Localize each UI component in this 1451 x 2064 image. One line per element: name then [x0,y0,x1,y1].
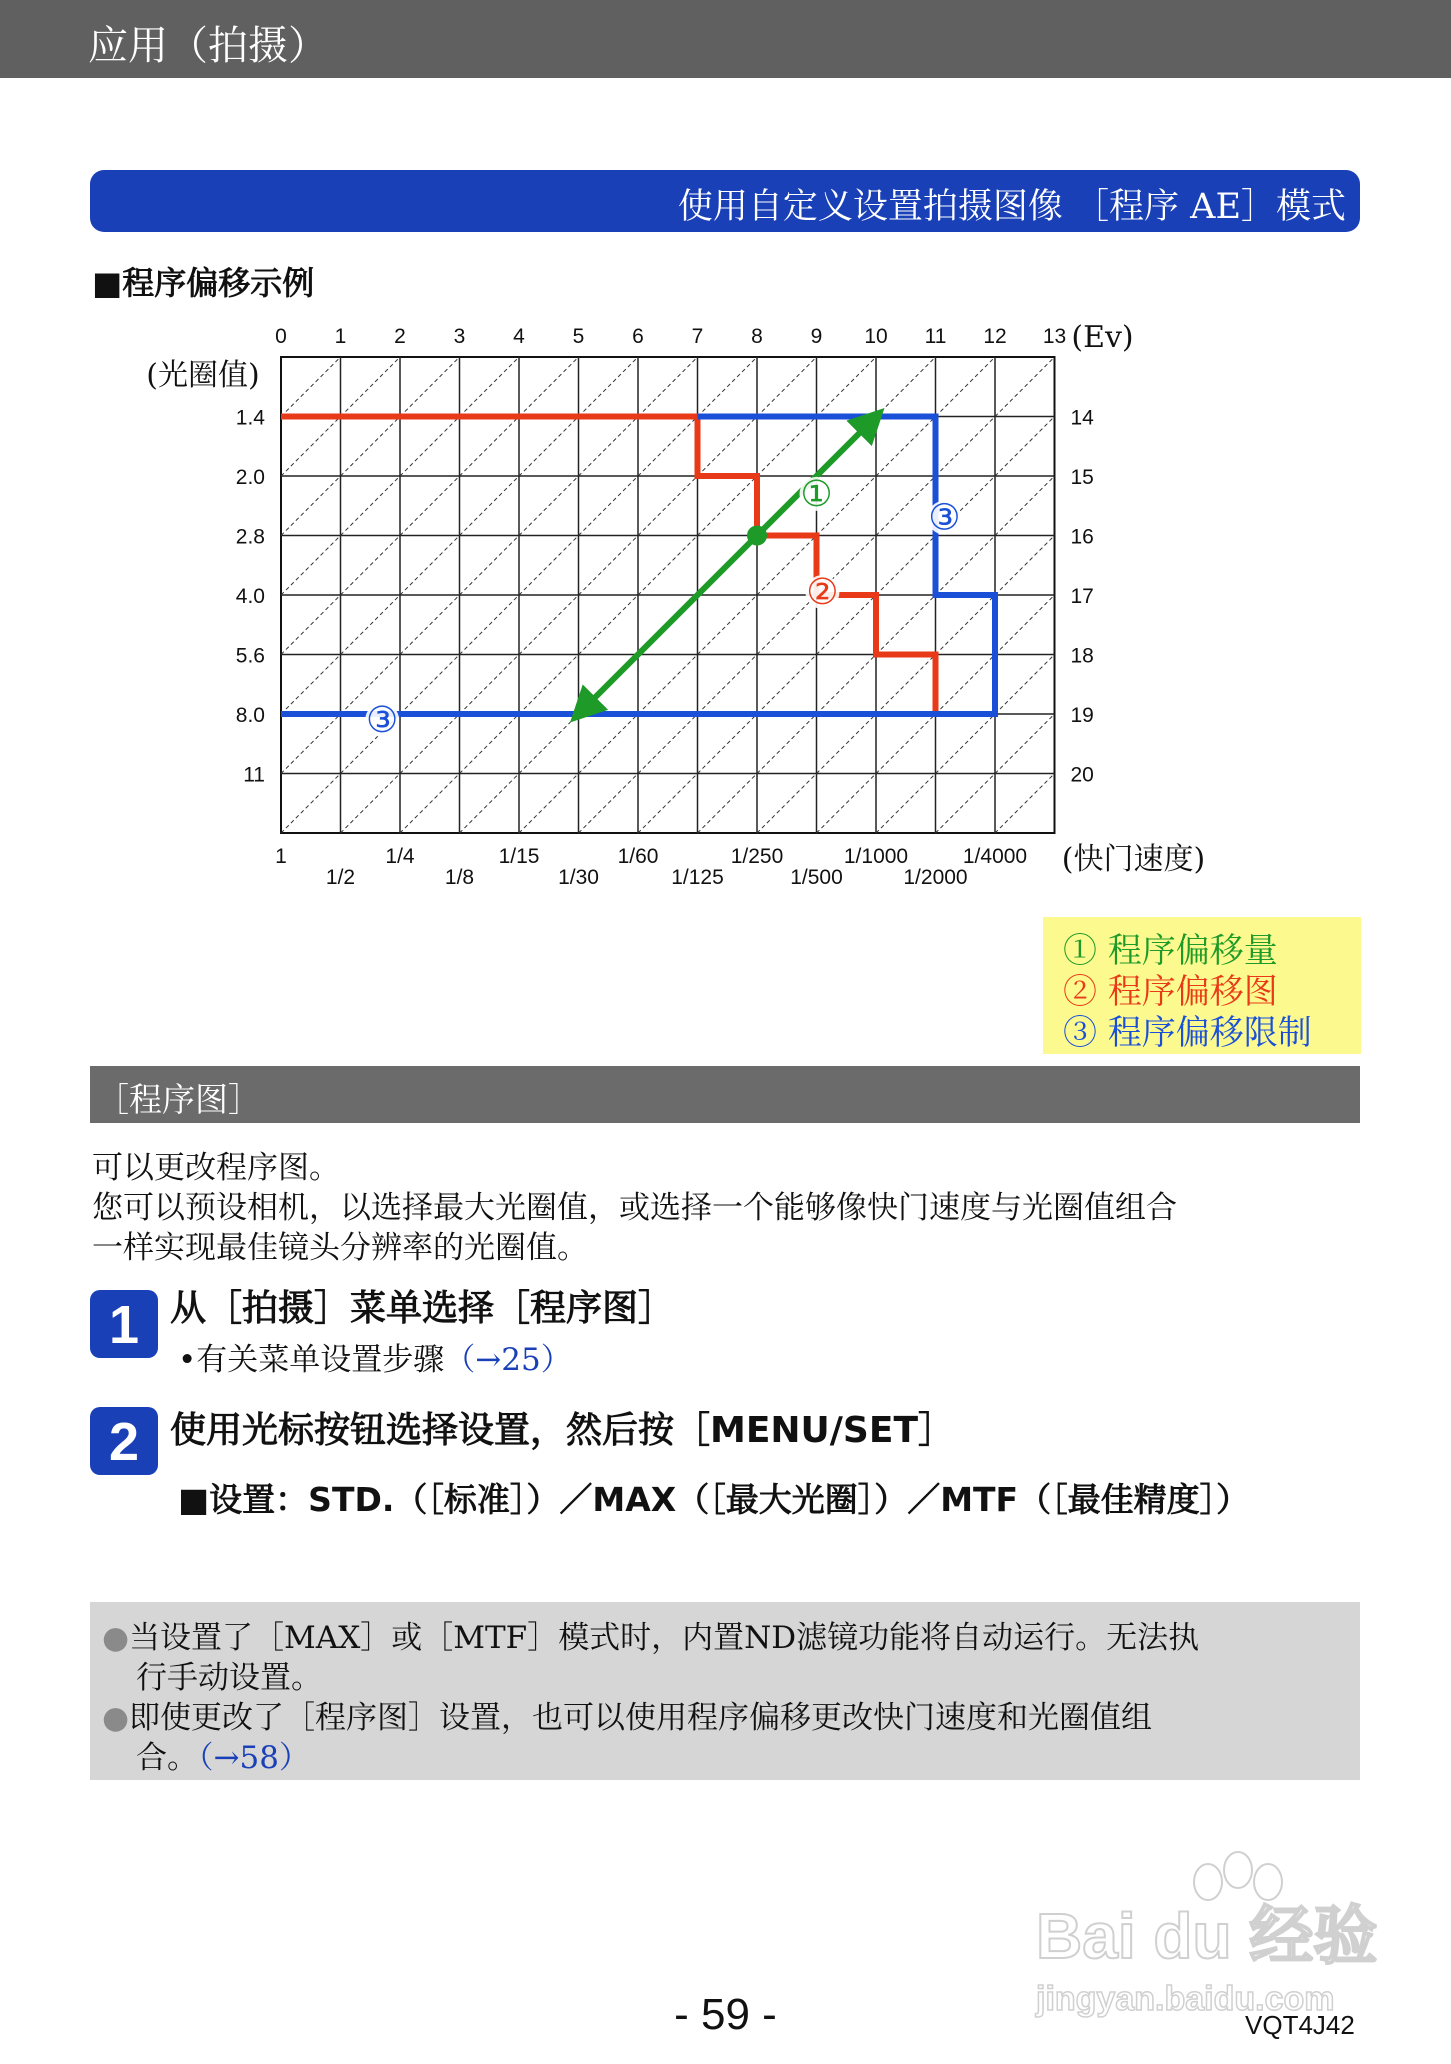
description-line-1: 可以更改程序图。 [92,1150,340,1186]
step-2-number: 2 [90,1407,158,1475]
note-1-line-2: 行手动设置。 [136,1660,322,1696]
step-1-title: 从［拍摄］菜单选择［程序图］ [170,1288,675,1329]
legend-item-shift-limit [1063,1005,1312,1054]
right-tick-label: 14 [1070,406,1094,430]
step-1-sub-text: •有关菜单设置步骤 [178,1342,445,1378]
bullet-icon: ● [102,1700,130,1736]
left-tick-label: 2.0 [235,466,265,489]
settings-line: ■设置：STD.（［标准］）／MAX（［最大光圈］）／MTF（［最佳精度］） [178,1480,1250,1519]
shift-origin-dot [747,526,767,546]
top-tick-label: 9 [810,325,823,348]
section-title: 使用自定义设置拍摄图像 ［程序 AE］模式 [677,187,1346,227]
chart-marker-label: ① [800,473,833,515]
top-tick-label: 13 [1042,325,1067,348]
chart-marker-label: ③ [928,497,961,539]
right-tick-label: 15 [1070,466,1094,489]
paw-toe-icon [1224,1852,1252,1888]
description-line-3: 一样实现最佳镜头分辨率的光圈值。 [92,1230,588,1266]
chart-legend [1043,917,1361,1054]
section-banner [90,170,1360,232]
note-1-text: 当设置了［MAX］或［MTF］模式时，内置ND滤镜功能将自动运行。无法执 [129,1620,1200,1656]
legend-num: ② [1063,972,1097,1012]
right-tick-label: 17 [1070,585,1094,608]
paw-toe-icon [1194,1864,1222,1900]
top-tick-label: 4 [513,325,525,348]
step-2-title: 使用光标按钮选择设置，然后按［MENU/SET］ [170,1410,955,1451]
top-tick-label: 6 [632,325,644,348]
page-link-58[interactable]: （→58） [198,1740,310,1776]
top-tick-label: 2 [394,325,406,348]
page-number: - 59 - [674,1990,777,2039]
top-tick-label: 10 [864,325,888,348]
shutter-tick-label: 1/4000 [962,845,1028,868]
program-chart-heading-bar [90,1066,1360,1123]
note-2-line-2 [136,1732,310,1777]
chart-subheading: ■程序偏移示例 [92,264,315,302]
page-link-25[interactable]: （→25） [444,1342,572,1378]
chart-marker-label: ③ [366,699,399,741]
watermark-url: jingyan.baidu.com [1036,1980,1335,2018]
legend-text: 程序偏移限制 [1107,1013,1312,1053]
legend-text: 程序偏移量 [1107,931,1278,971]
left-tick-label: 11 [243,763,265,787]
top-tick-label: 7 [691,325,704,348]
left-tick-label: 8.0 [235,704,265,727]
shutter-tick-label: 1/2000 [903,866,968,889]
step-1-number: 1 [90,1290,158,1358]
top-tick-label: 11 [924,325,947,348]
chart-marker-label: ② [806,572,839,614]
legend-text: 程序偏移图 [1107,972,1278,1012]
right-tick-label: 18 [1070,644,1094,668]
shutter-tick-label: 1/125 [671,866,724,889]
description-line-2: 您可以预设相机，以选择最大光圈值，或选择一个能够像快门速度与光圈值组合 [92,1190,1177,1226]
shutter-tick-label: 1/4 [385,845,415,868]
watermark-brand: Bai du 经验 [1036,1900,1378,1972]
right-tick-label: 20 [1070,763,1094,787]
top-header-bar [0,0,1451,78]
top-tick-label: 3 [453,325,466,348]
bottom-axis-label: (快门速度) [1061,842,1206,877]
right-tick-label: 16 [1070,525,1094,549]
left-tick-label: 4.0 [235,585,265,608]
top-tick-label: 0 [275,325,287,348]
note-2-text-end: 合。 [136,1740,198,1776]
left-tick-label: 5.6 [235,644,265,668]
document-code: VQT4J42 [1245,2010,1355,2040]
right-tick-label: 19 [1070,704,1094,727]
legend-num: ① [1063,931,1097,971]
shutter-tick-label: 1/30 [558,866,599,889]
left-tick-label: 2.8 [235,525,265,549]
note-1-line-1 [102,1612,1199,1657]
paw-toe-icon [1254,1864,1282,1900]
step-1-sub [178,1334,572,1379]
top-tick-label: 5 [572,325,585,348]
shutter-tick-label: 1/500 [790,866,843,889]
program-chart-heading: ［程序图］ [96,1080,261,1119]
shutter-tick-label: 1/1000 [843,845,909,868]
left-axis-label: (光圈值) [146,358,260,393]
program-shift-chart [110,305,1206,905]
legend-num: ③ [1063,1013,1097,1053]
shutter-tick-label: 1/60 [617,845,659,868]
shutter-tick-label: 1/8 [444,866,475,889]
top-tick-label: 12 [983,325,1007,348]
top-axis-unit: (Ev) [1071,320,1134,355]
left-tick-label: 1.4 [235,406,265,430]
bullet-icon: ● [102,1620,130,1656]
header-title: 应用（拍摄） [88,23,328,69]
note-2-line-1 [102,1692,1152,1737]
shutter-tick-label: 1/2 [325,866,356,889]
top-tick-label: 8 [751,325,763,348]
shutter-tick-label: 1/15 [498,845,540,868]
top-tick-label: 1 [334,325,347,348]
shutter-tick-label: 1 [275,845,287,868]
note-2-text: 即使更改了［程序图］设置，也可以使用程序偏移更改快门速度和光圈值组 [129,1700,1153,1736]
shutter-tick-label: 1/250 [730,845,784,868]
notes-box [90,1602,1360,1780]
